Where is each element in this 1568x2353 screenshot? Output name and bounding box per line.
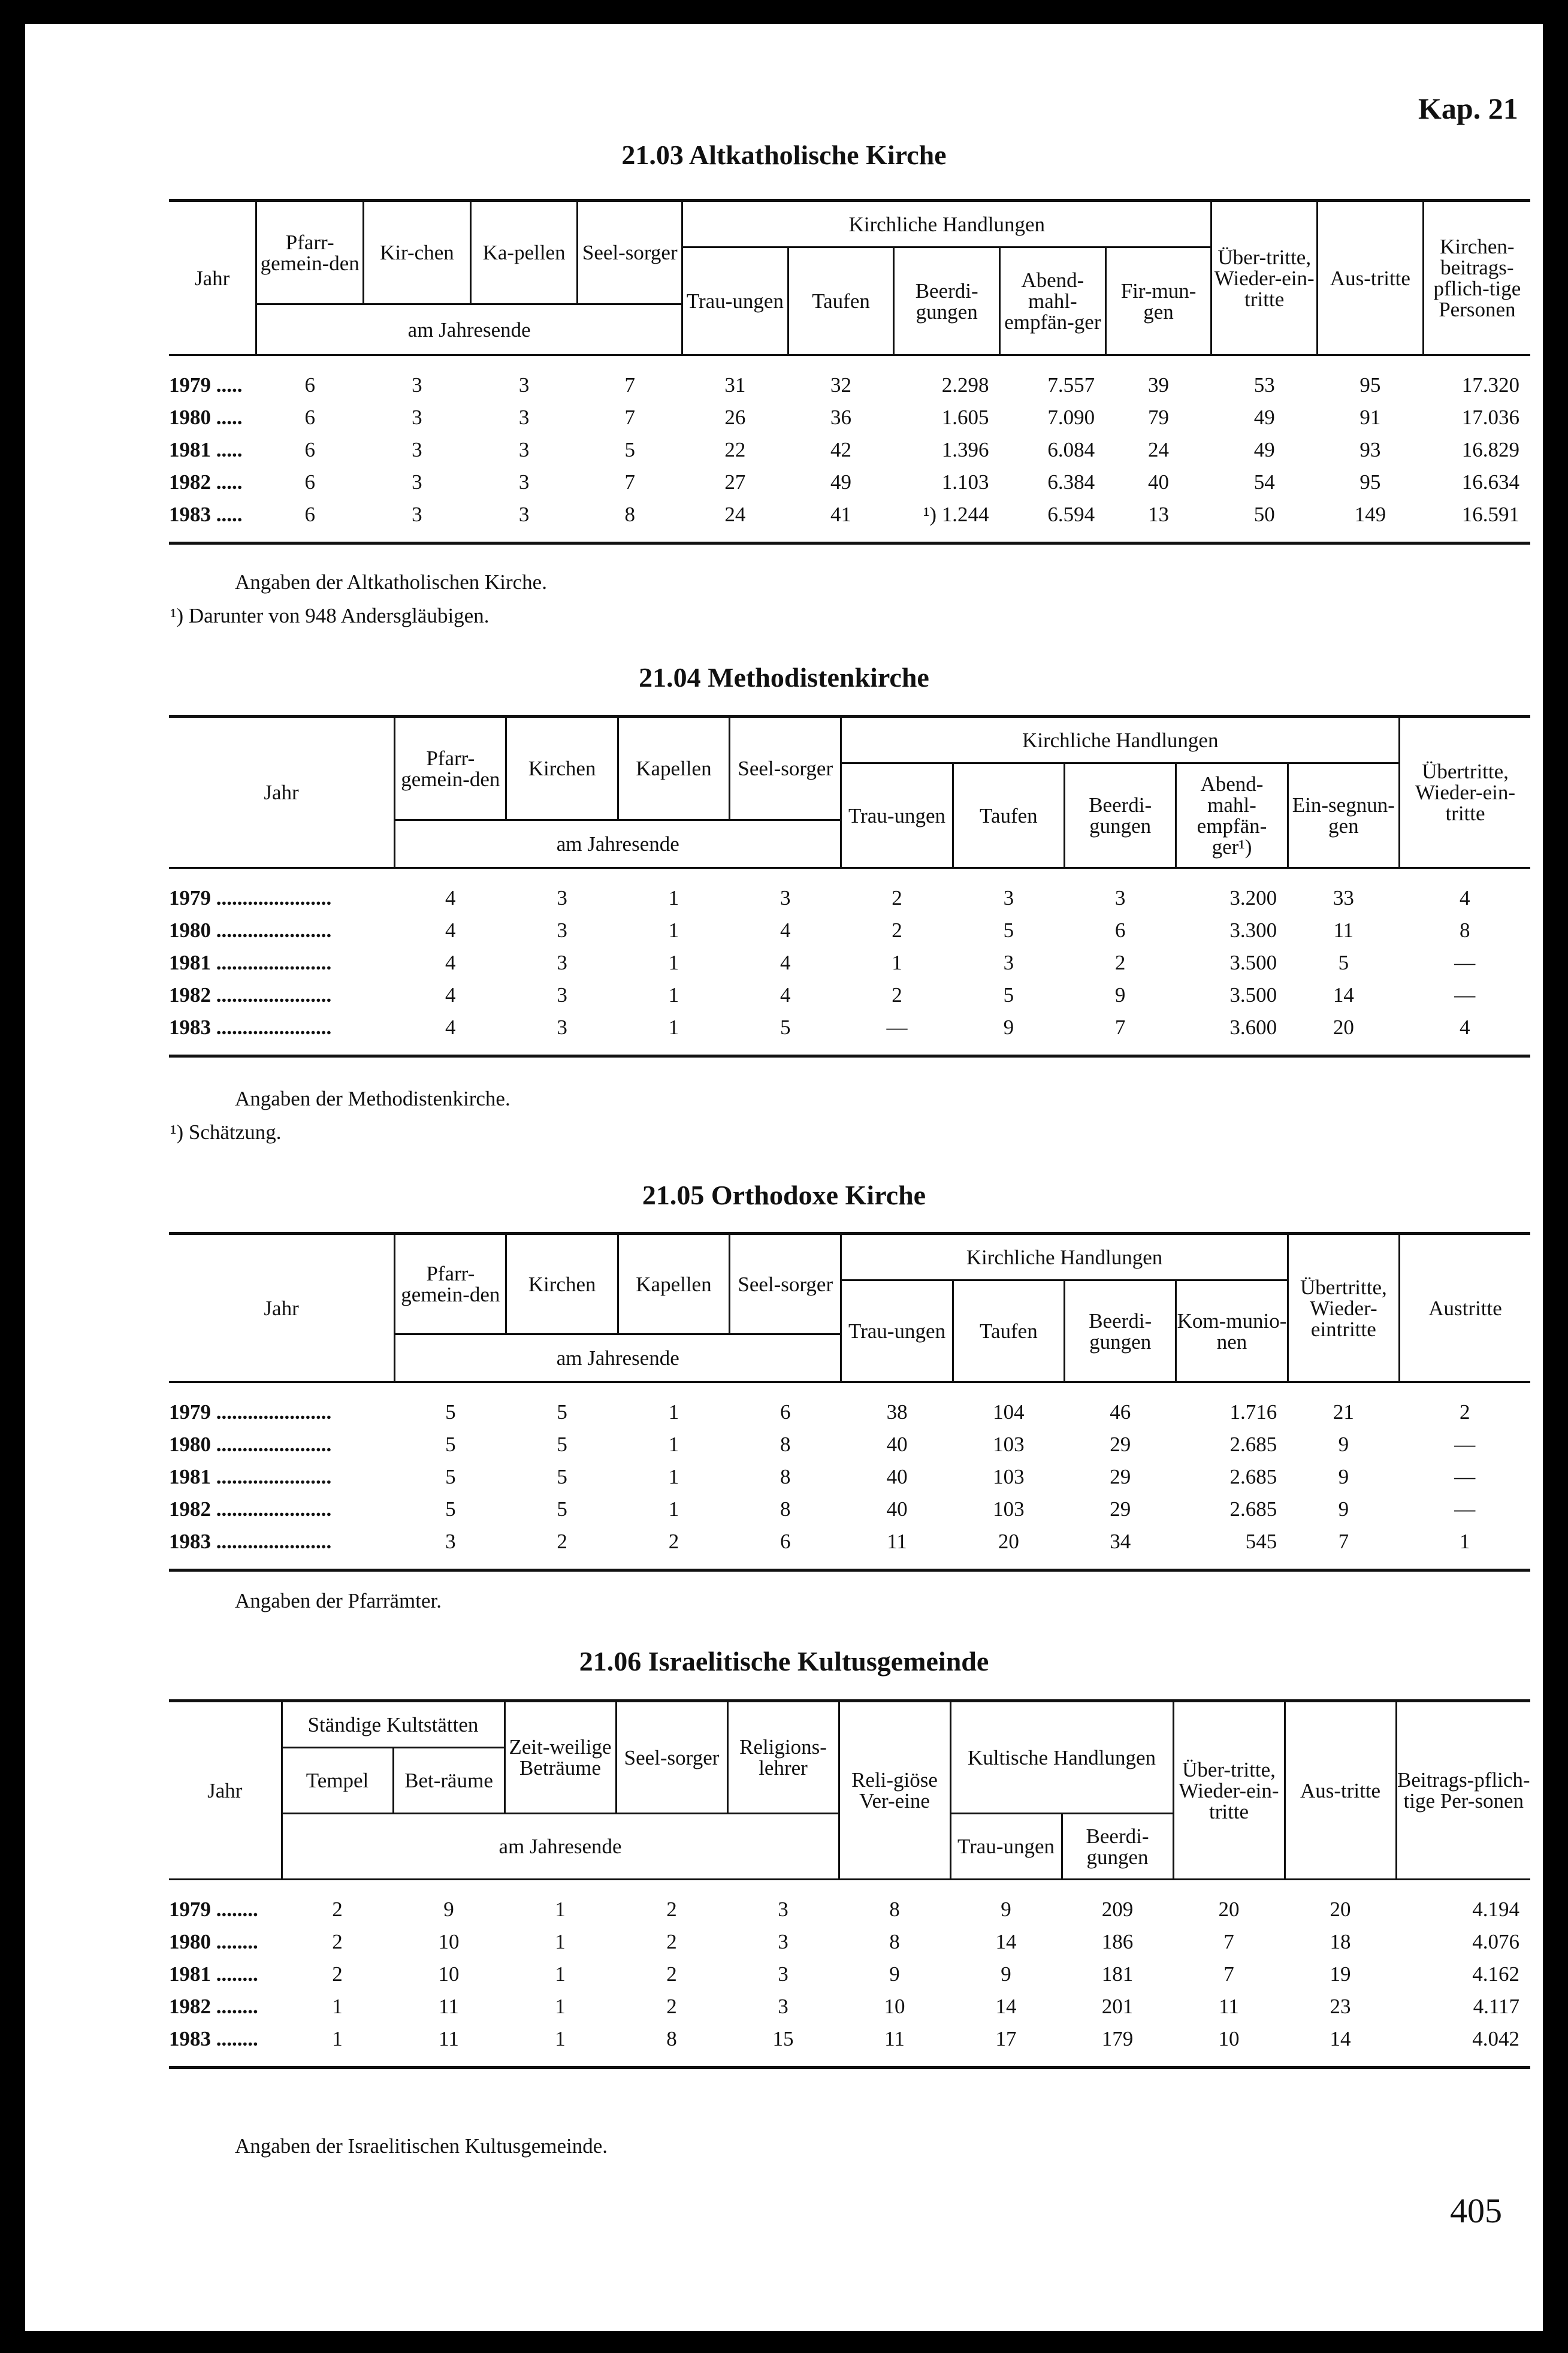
header-staendige-kultstaetten: Ständige Kultstätten (282, 1701, 504, 1748)
table-row: 1980 ..... 6 3 3 7 26 36 1.605 7.090 79 49 91 17.036 (169, 406, 1519, 429)
header-kirchen: Kirchen (506, 1234, 618, 1334)
header-pfarrgemeinden: Pfarr-gemein-den (395, 717, 506, 820)
header-einsegnungen: Ein-segnun-gen (1288, 763, 1399, 868)
header-seelsorger: Seel-sorger (578, 201, 682, 304)
header-trauungen: Trau-ungen (950, 1814, 1062, 1880)
header-beerdigungen: Beerdi-gungen (1065, 763, 1176, 868)
header-religioese-vereine: Reli-giöse Ver-eine (839, 1701, 950, 1880)
table-row: 1983 ...................... 4 3 1 5 — 9 7 3.600 20 4 (169, 1016, 1470, 1039)
header-kirchen: Kirchen (506, 717, 618, 820)
header-taufen: Taufen (788, 247, 894, 355)
header-am-jahresende: am Jahresende (256, 304, 682, 355)
section-title-21-05: 21.05 Orthodoxe Kirche (642, 1180, 926, 1210)
header-austritte: Aus-tritte (1285, 1701, 1396, 1880)
table-row: 1979 ..... 6 3 3 7 31 32 2.298 7.557 39 53 95 17.320 (169, 373, 1519, 397)
header-am-jahresende: am Jahresende (395, 820, 841, 868)
header-seelsorger: Seel-sorger (616, 1701, 727, 1814)
footnote: ¹) Darunter von 948 Andersgläubigen. (170, 604, 490, 627)
header-jahr: Jahr (169, 717, 395, 868)
header-trauungen: Trau-ungen (841, 763, 953, 868)
table-row: 1983 ..... 6 3 3 8 24 41 ¹) 1.244 6.594 13 50 149 16.591 (169, 503, 1519, 526)
header-kapellen: Kapellen (618, 717, 729, 820)
header-beerdigungen: Beerdi-gungen (1062, 1814, 1173, 1880)
header-uebertritte: Über-tritte, Wieder-ein-tritte (1212, 201, 1318, 355)
header-austritte: Aus-tritte (1318, 201, 1424, 355)
table-row: 1980 ...................... 4 3 1 4 2 5 6 3.300 11 8 (169, 919, 1470, 942)
table-row: 1982 ..... 6 3 3 7 27 49 1.103 6.384 40 54 95 16.634 (169, 470, 1519, 494)
header-trauungen: Trau-ungen (682, 247, 788, 355)
table-row: 1982 ...................... 4 3 1 4 2 5 9 3.500 14 — (169, 983, 1476, 1007)
section-title-21-04: 21.04 Methodistenkirche (639, 662, 929, 693)
table-row: 1981 ........ 2 10 1 2 3 9 9 181 7 19 4.162 (169, 1962, 1520, 1986)
table-row: 1979 ........ 2 9 1 2 3 8 9 209 20 20 4.194 (169, 1898, 1520, 1921)
table-row: 1982 ...................... 5 5 1 8 40 103 29 2.685 9 — (169, 1497, 1476, 1521)
header-kommunionen: Kom-munio-nen (1176, 1280, 1288, 1382)
header-seelsorger: Seel-sorger (730, 1234, 841, 1334)
header-seelsorger: Seel-sorger (730, 717, 841, 820)
header-beitragspflichtige: Beitrags-pflich-tige Per-sonen (1396, 1701, 1530, 1880)
table-israelitische (169, 1699, 1530, 2069)
header-abendmahlempfaenger: Abend-mahl-empfän-ger (1000, 247, 1106, 355)
table-row: 1981 ...................... 4 3 1 4 1 3 2 3.500 5 — (169, 951, 1476, 974)
header-am-jahresende: am Jahresende (282, 1814, 839, 1880)
table-row: 1983 ........ 1 11 1 8 15 11 17 179 10 14 4.042 (169, 2027, 1520, 2050)
header-kapellen: Ka-pellen (470, 201, 578, 304)
header-kirchen: Kir-chen (364, 201, 471, 304)
header-kirchenbeitragspflichtige: Kirchen-beitrags-pflich-tige Personen (1423, 201, 1530, 355)
header-tempel: Tempel (282, 1748, 393, 1814)
header-am-jahresende: am Jahresende (395, 1334, 841, 1382)
header-pfarrgemeinden: Pfarr-gemein-den (395, 1234, 506, 1334)
table-row: 1981 ...................... 5 5 1 8 40 103 29 2.685 9 — (169, 1465, 1476, 1488)
section-title-21-06: 21.06 Israelitische Kultusgemeinde (579, 1646, 989, 1677)
header-beerdigungen: Beerdi-gungen (1065, 1280, 1176, 1382)
header-taufen: Taufen (953, 1280, 1064, 1382)
header-pfarrgemeinden: Pfarr-gemein-den (256, 201, 364, 304)
table-row: 1980 ...................... 5 5 1 8 40 103 29 2.685 9 — (169, 1433, 1476, 1456)
header-kirchliche-handlungen: Kirchliche Handlungen (841, 1234, 1288, 1280)
table-row: 1983 ...................... 3 2 2 6 11 20 34 545 7 1 (169, 1530, 1470, 1553)
header-abendmahlempfaenger: Abend-mahl-empfän-ger¹) (1176, 763, 1288, 868)
table-row: 1982 ........ 1 11 1 2 3 10 14 201 11 23 4.117 (169, 1995, 1520, 2018)
header-uebertritte: Übertritte, Wieder-ein-tritte (1400, 717, 1530, 868)
header-zeitweilige-betraeume: Zeit-weilige Beträume (504, 1701, 616, 1814)
table-row: 1980 ........ 2 10 1 2 3 8 14 186 7 18 4.076 (169, 1930, 1520, 1953)
header-kapellen: Kapellen (618, 1234, 729, 1334)
source-note: Angaben der Altkatholischen Kirche. (235, 570, 547, 594)
header-jahr: Jahr (169, 1234, 395, 1382)
header-kirchliche-handlungen: Kirchliche Handlungen (682, 201, 1212, 247)
header-kultische-handlungen: Kultische Handlungen (950, 1701, 1173, 1814)
header-trauungen: Trau-ungen (841, 1280, 953, 1382)
source-note: Angaben der Methodistenkirche. (235, 1087, 510, 1110)
header-beerdigungen: Beerdi-gungen (894, 247, 1000, 355)
table-row: 1981 ..... 6 3 3 5 22 42 1.396 6.084 24 49 93 16.829 (169, 438, 1519, 461)
header-religionslehrer: Religions-lehrer (727, 1701, 839, 1814)
section-title-21-03: 21.03 Altkatholische Kirche (621, 140, 947, 170)
document-page (25, 24, 1543, 2331)
table-row: 1979 ...................... 4 3 1 3 2 3 3 3.200 33 4 (169, 886, 1470, 910)
footnote: ¹) Schätzung. (170, 1120, 282, 1144)
header-jahr: Jahr (169, 1701, 282, 1880)
header-uebertritte: Übertritte, Wieder-eintritte (1288, 1234, 1399, 1382)
header-austritte: Austritte (1400, 1234, 1531, 1382)
table-orthodoxe (169, 1232, 1530, 1572)
header-uebertritte: Über-tritte, Wieder-ein-tritte (1173, 1701, 1285, 1880)
page-number: 405 (1450, 2191, 1502, 2230)
table-row: 1979 ...................... 5 5 1 6 38 104 46 1.716 21 2 (169, 1400, 1470, 1424)
header-jahr: Jahr (169, 201, 256, 355)
header-kirchliche-handlungen: Kirchliche Handlungen (841, 717, 1400, 763)
source-note: Angaben der Pfarrämter. (235, 1589, 442, 1612)
source-note: Angaben der Israelitischen Kultusgemeinde. (235, 2134, 608, 2158)
table-methodistenkirche (169, 715, 1530, 1058)
chapter-label: Kap. 21 (1418, 92, 1518, 125)
header-firmungen: Fir-mun-gen (1105, 247, 1212, 355)
header-taufen: Taufen (953, 763, 1064, 868)
header-betraeume: Bet-räume (393, 1748, 504, 1814)
table-altkatholische (169, 199, 1530, 545)
